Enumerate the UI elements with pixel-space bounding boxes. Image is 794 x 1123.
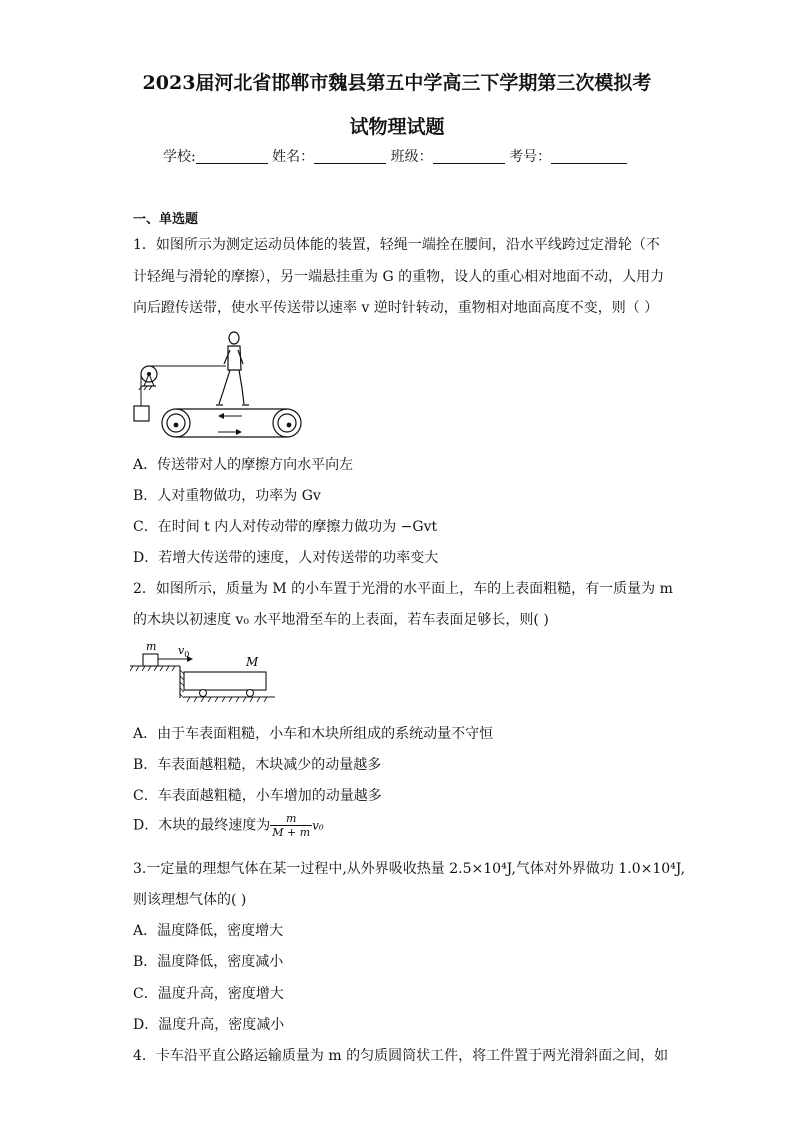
exam-number-blank <box>551 149 627 164</box>
exam-number-label: 考号： <box>509 149 552 165</box>
class-label: 班级： <box>390 149 433 165</box>
arrow-right-icon <box>236 429 242 435</box>
q1-figure <box>130 326 310 444</box>
class-blank <box>433 149 505 164</box>
q1-option-d: D．若增大传送带的速度，人对传送带的功率变大 <box>133 550 439 566</box>
q2-option-d-suffix: v₀ <box>312 818 324 833</box>
cart-M <box>184 672 266 690</box>
q3-option-d: D．温度升高，密度减小 <box>133 1017 285 1033</box>
q3-line: 3.一定量的理想气体在某一过程中,从外界吸收热量 2.5×10⁴J,气体对外界做功 1.0×10⁴J, <box>133 861 686 877</box>
q2-line: 的木块以初速度 v₀ 水平地滑至车的上表面，若车表面足够长，则( ) <box>133 612 549 628</box>
person-figure <box>216 332 249 405</box>
page-title: 2023届河北省邯郸市魏县第五中学高三下学期第三次模拟考 <box>142 72 652 94</box>
q1-line: 计轻绳与滑轮的摩擦），另一端悬挂重为 G 的重物，设人的重心相对地面不动，人用力 <box>133 269 665 285</box>
label-v0: $v_0$ <box>178 644 190 659</box>
section-heading: 一、单选题 <box>133 212 199 227</box>
name-label: 姓名： <box>272 149 315 165</box>
label-M: M <box>246 655 259 669</box>
q2-figure <box>130 640 275 702</box>
fraction <box>270 812 312 839</box>
q2-option-d <box>133 812 324 839</box>
q2-line: 2．如图所示，质量为 M 的小车置于光滑的水平面上，车的上表面粗糙，有一质量为 m <box>133 581 673 597</box>
q2-option-b: B．车表面越粗糙，木块减少的动量越多 <box>133 757 382 773</box>
q2-option-a: A．由于车表面粗糙，小车和木块所组成的系统动量不守恒 <box>133 726 494 742</box>
school-blank <box>196 149 268 164</box>
q3-option-b: B．温度降低，密度减小 <box>133 954 284 970</box>
fraction-numerator: m <box>270 812 312 826</box>
school-label: 学校: <box>163 149 196 165</box>
arrow-left-icon <box>218 413 224 419</box>
q2-option-c: C．车表面越粗糙，小车增加的动量越多 <box>133 788 382 804</box>
block-m <box>143 654 158 666</box>
label-m: m <box>146 640 157 653</box>
q3-option-c: C．温度升高，密度增大 <box>133 986 284 1002</box>
name-blank <box>314 149 386 164</box>
conveyor-belt <box>162 409 301 437</box>
q1-line: 1．如图所示为测定运动员体能的装置，轻绳一端拴在腰间，沿水平线跨过定滑轮（不 <box>133 237 660 253</box>
cart-wheel <box>247 690 254 697</box>
student-info-row <box>163 146 627 166</box>
q1-option-a: A．传送带对人的摩擦方向水平向左 <box>133 457 354 473</box>
fraction-denominator: M + m <box>272 826 311 839</box>
q1-line: 向后蹬传送带，使水平传送带以速率 v 逆时针转动，重物相对地面高度不变，则（ ） <box>133 300 659 316</box>
q1-option-b: B．人对重物做功，功率为 Gv <box>133 488 321 504</box>
cart-wheel <box>200 690 207 697</box>
q3-line: 则该理想气体的( ) <box>133 892 247 908</box>
q3-option-a: A．温度降低，密度增大 <box>133 923 284 939</box>
weight-block <box>134 406 149 421</box>
page-title-line2: 试物理试题 <box>349 116 445 138</box>
q2-option-d-prefix: D．木块的最终速度为 <box>133 817 271 834</box>
q1-option-c: C．在时间 t 内人对传动带的摩擦力做功为 −Gvt <box>133 519 438 535</box>
q4-line: 4．卡车沿平直公路运输质量为 m 的匀质圆筒状工件，将工件置于两光滑斜面之间，如 <box>133 1048 669 1064</box>
